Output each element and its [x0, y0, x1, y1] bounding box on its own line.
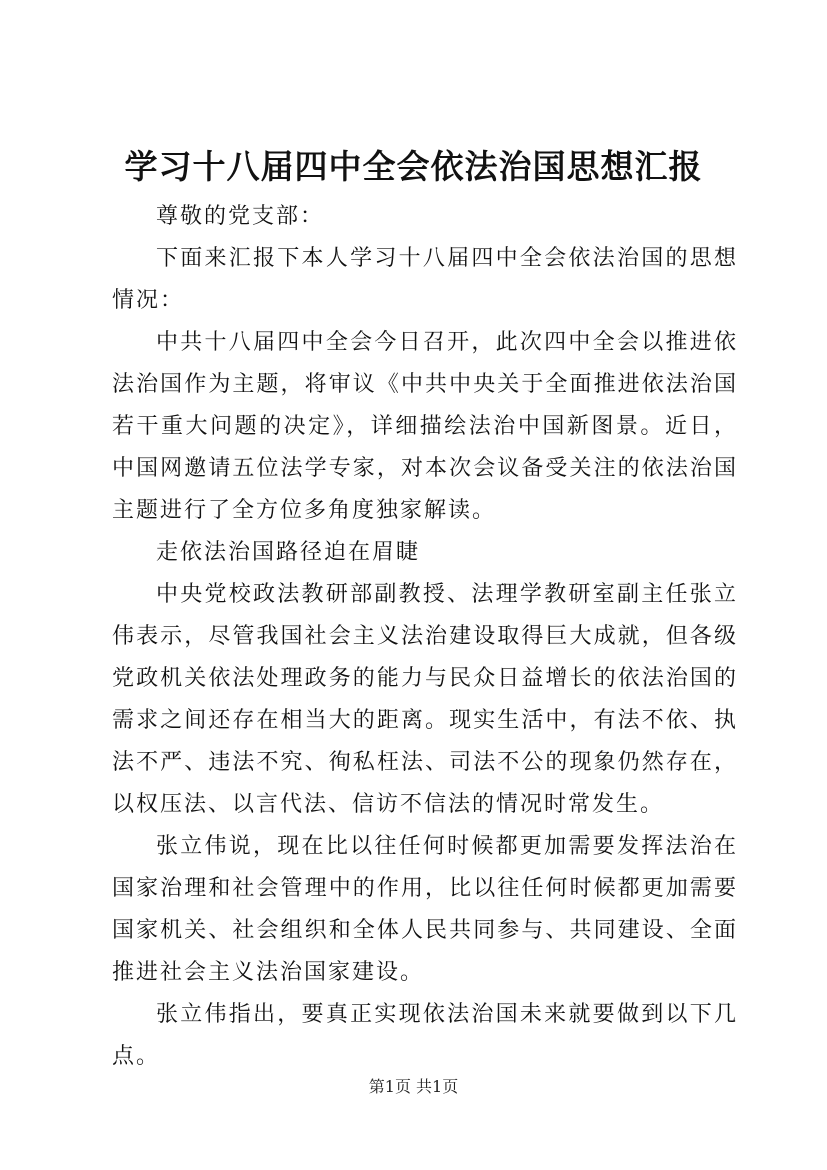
- salutation: 尊敬的党支部：: [156, 204, 325, 229]
- section-heading: 走依法治国路径迫在眉睫: [156, 540, 421, 565]
- document-title: 学习十八届四中全会依法治国思想汇报: [124, 147, 703, 186]
- body-paragraph: 张立伟指出，要真正实现依法治国未来就要做到以下几点。: [112, 1002, 738, 1069]
- page-footer: 第1页 共1页: [368, 1077, 459, 1096]
- body-paragraph: 中共十八届四中全会今日召开，此次四中全会以推进依法治国作为主题，将审议《中共中央关于全面推进依法治国若干重大问题的决定》，详细描绘法治中国新图景。近日，中国网邀请五位法学专家，对本次会议备受关注的依法治国主题进行了全方位多角度独家解读。: [112, 330, 738, 523]
- document-body: [112, 196, 738, 1078]
- body-paragraph: 中央党校政法教研部副教授、法理学教研室副主任张立伟表示，尽管我国社会主义法治建设取得巨大成就，但各级党政机关依法处理政务的能力与民众日益增长的依法治国的需求之间还存在相当大的距离。现实生活中，有法不依、执法不严、违法不究、徇私枉法、司法不公的现象仍然存在，以权压法、以言代法、信访不信法的情况时常发生。: [112, 582, 738, 817]
- intro-paragraph: 下面来汇报下本人学习十八届四中全会依法治国的思想情况：: [112, 246, 738, 313]
- body-paragraph: 张立伟说，现在比以往任何时候都更加需要发挥法治在国家治理和社会管理中的作用，比以往任何时候都更加需要国家机关、社会组织和全体人民共同参与、共同建设、全面推进社会主义法治国家建设。: [112, 834, 738, 985]
